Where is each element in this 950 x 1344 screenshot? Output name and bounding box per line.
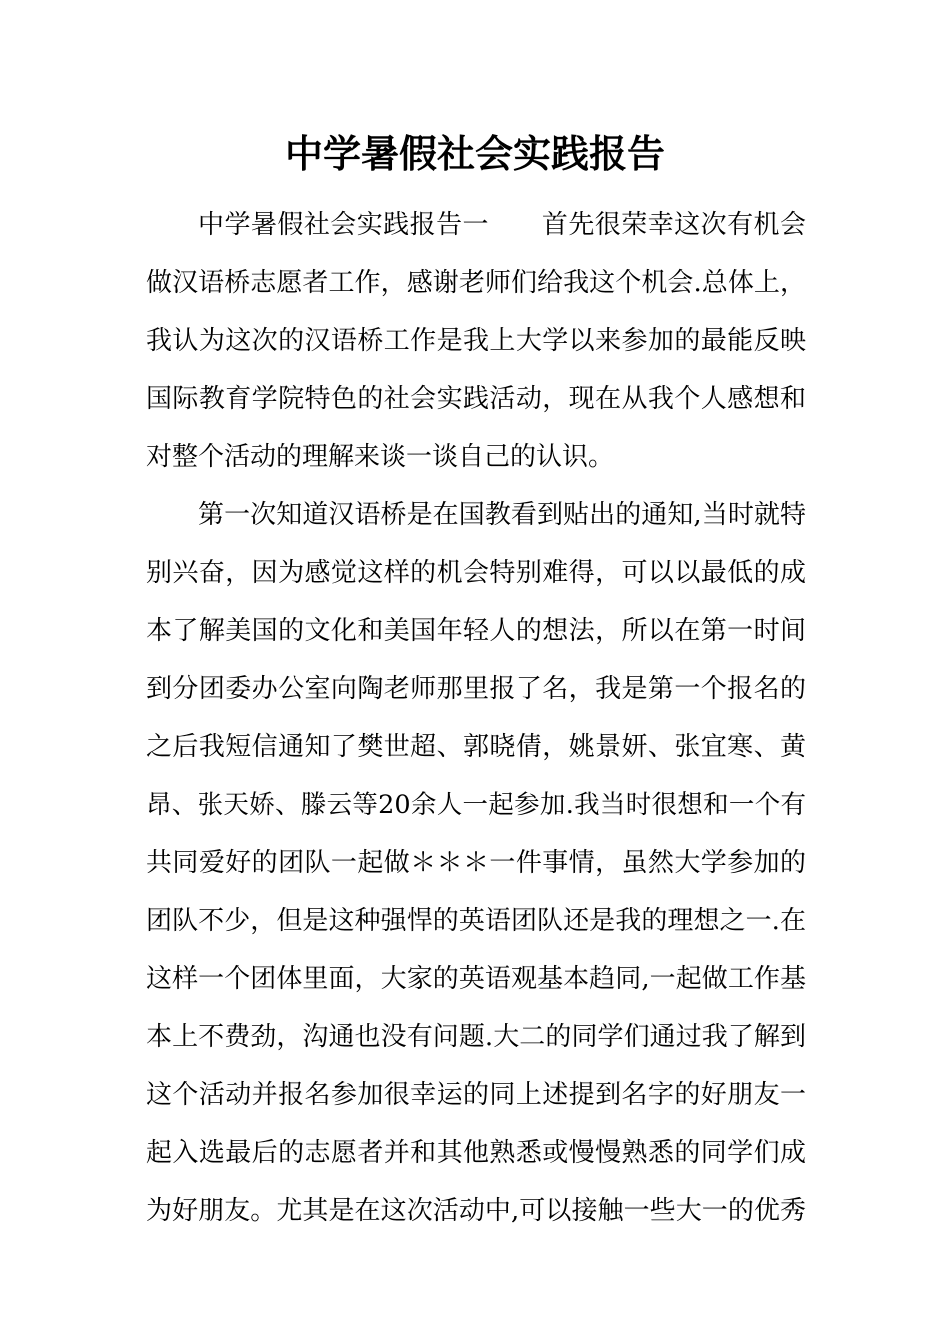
text-line: 中学暑假社会实践报告一 首先很荣幸这次有机会 [198,210,806,240]
paragraph-2 [146,486,806,1240]
text-line: 别兴奋，因为感觉这样的机会特别难得，可以以最低的成 [146,558,806,588]
paragraph-1 [146,196,806,486]
text-line: 我认为这次的汉语桥工作是我上大学以来参加的最能反映 [146,326,806,356]
text-line: 团队不少，但是这种强悍的英语团队还是我的理想之一.在 [146,906,806,936]
text-line: 昂、张天娇、滕云等20余人一起参加.我当时很想和一个有 [146,790,806,820]
text-line: 这个活动并报名参加很幸运的同上述提到名字的好朋友一 [146,1080,806,1110]
text-line: 本了解美国的文化和美国年轻人的想法，所以在第一时间 [146,616,806,646]
text-line: 为好朋友。尤其是在这次活动中,可以接触一些大一的优秀 [146,1196,806,1226]
text-line: 本上不费劲，沟通也没有问题.大二的同学们通过我了解到 [146,1022,806,1052]
text-line: 第一次知道汉语桥是在国教看到贴出的通知,当时就特 [198,500,806,530]
document-body [146,196,806,1240]
text-line: 对整个活动的理解来谈一谈自己的认识。 [146,442,615,472]
document-title: 中学暑假社会实践报告 [284,131,665,176]
text-line: 这样一个团体里面，大家的英语观基本趋同,一起做工作基 [146,964,806,994]
text-line: 国际教育学院特色的社会实践活动，现在从我个人感想和 [146,384,806,414]
text-line: 做汉语桥志愿者工作，感谢老师们给我这个机会.总体上， [146,268,806,298]
text-line: 之后我短信通知了樊世超、郭晓倩，姚景妍、张宜寒、黄 [146,732,806,762]
text-line: 起入选最后的志愿者并和其他熟悉或慢慢熟悉的同学们成 [146,1138,806,1168]
text-line: 到分团委办公室向陶老师那里报了名，我是第一个报名的 [146,674,806,704]
text-line: 共同爱好的团队一起做＊＊＊一件事情，虽然大学参加的 [146,848,806,878]
